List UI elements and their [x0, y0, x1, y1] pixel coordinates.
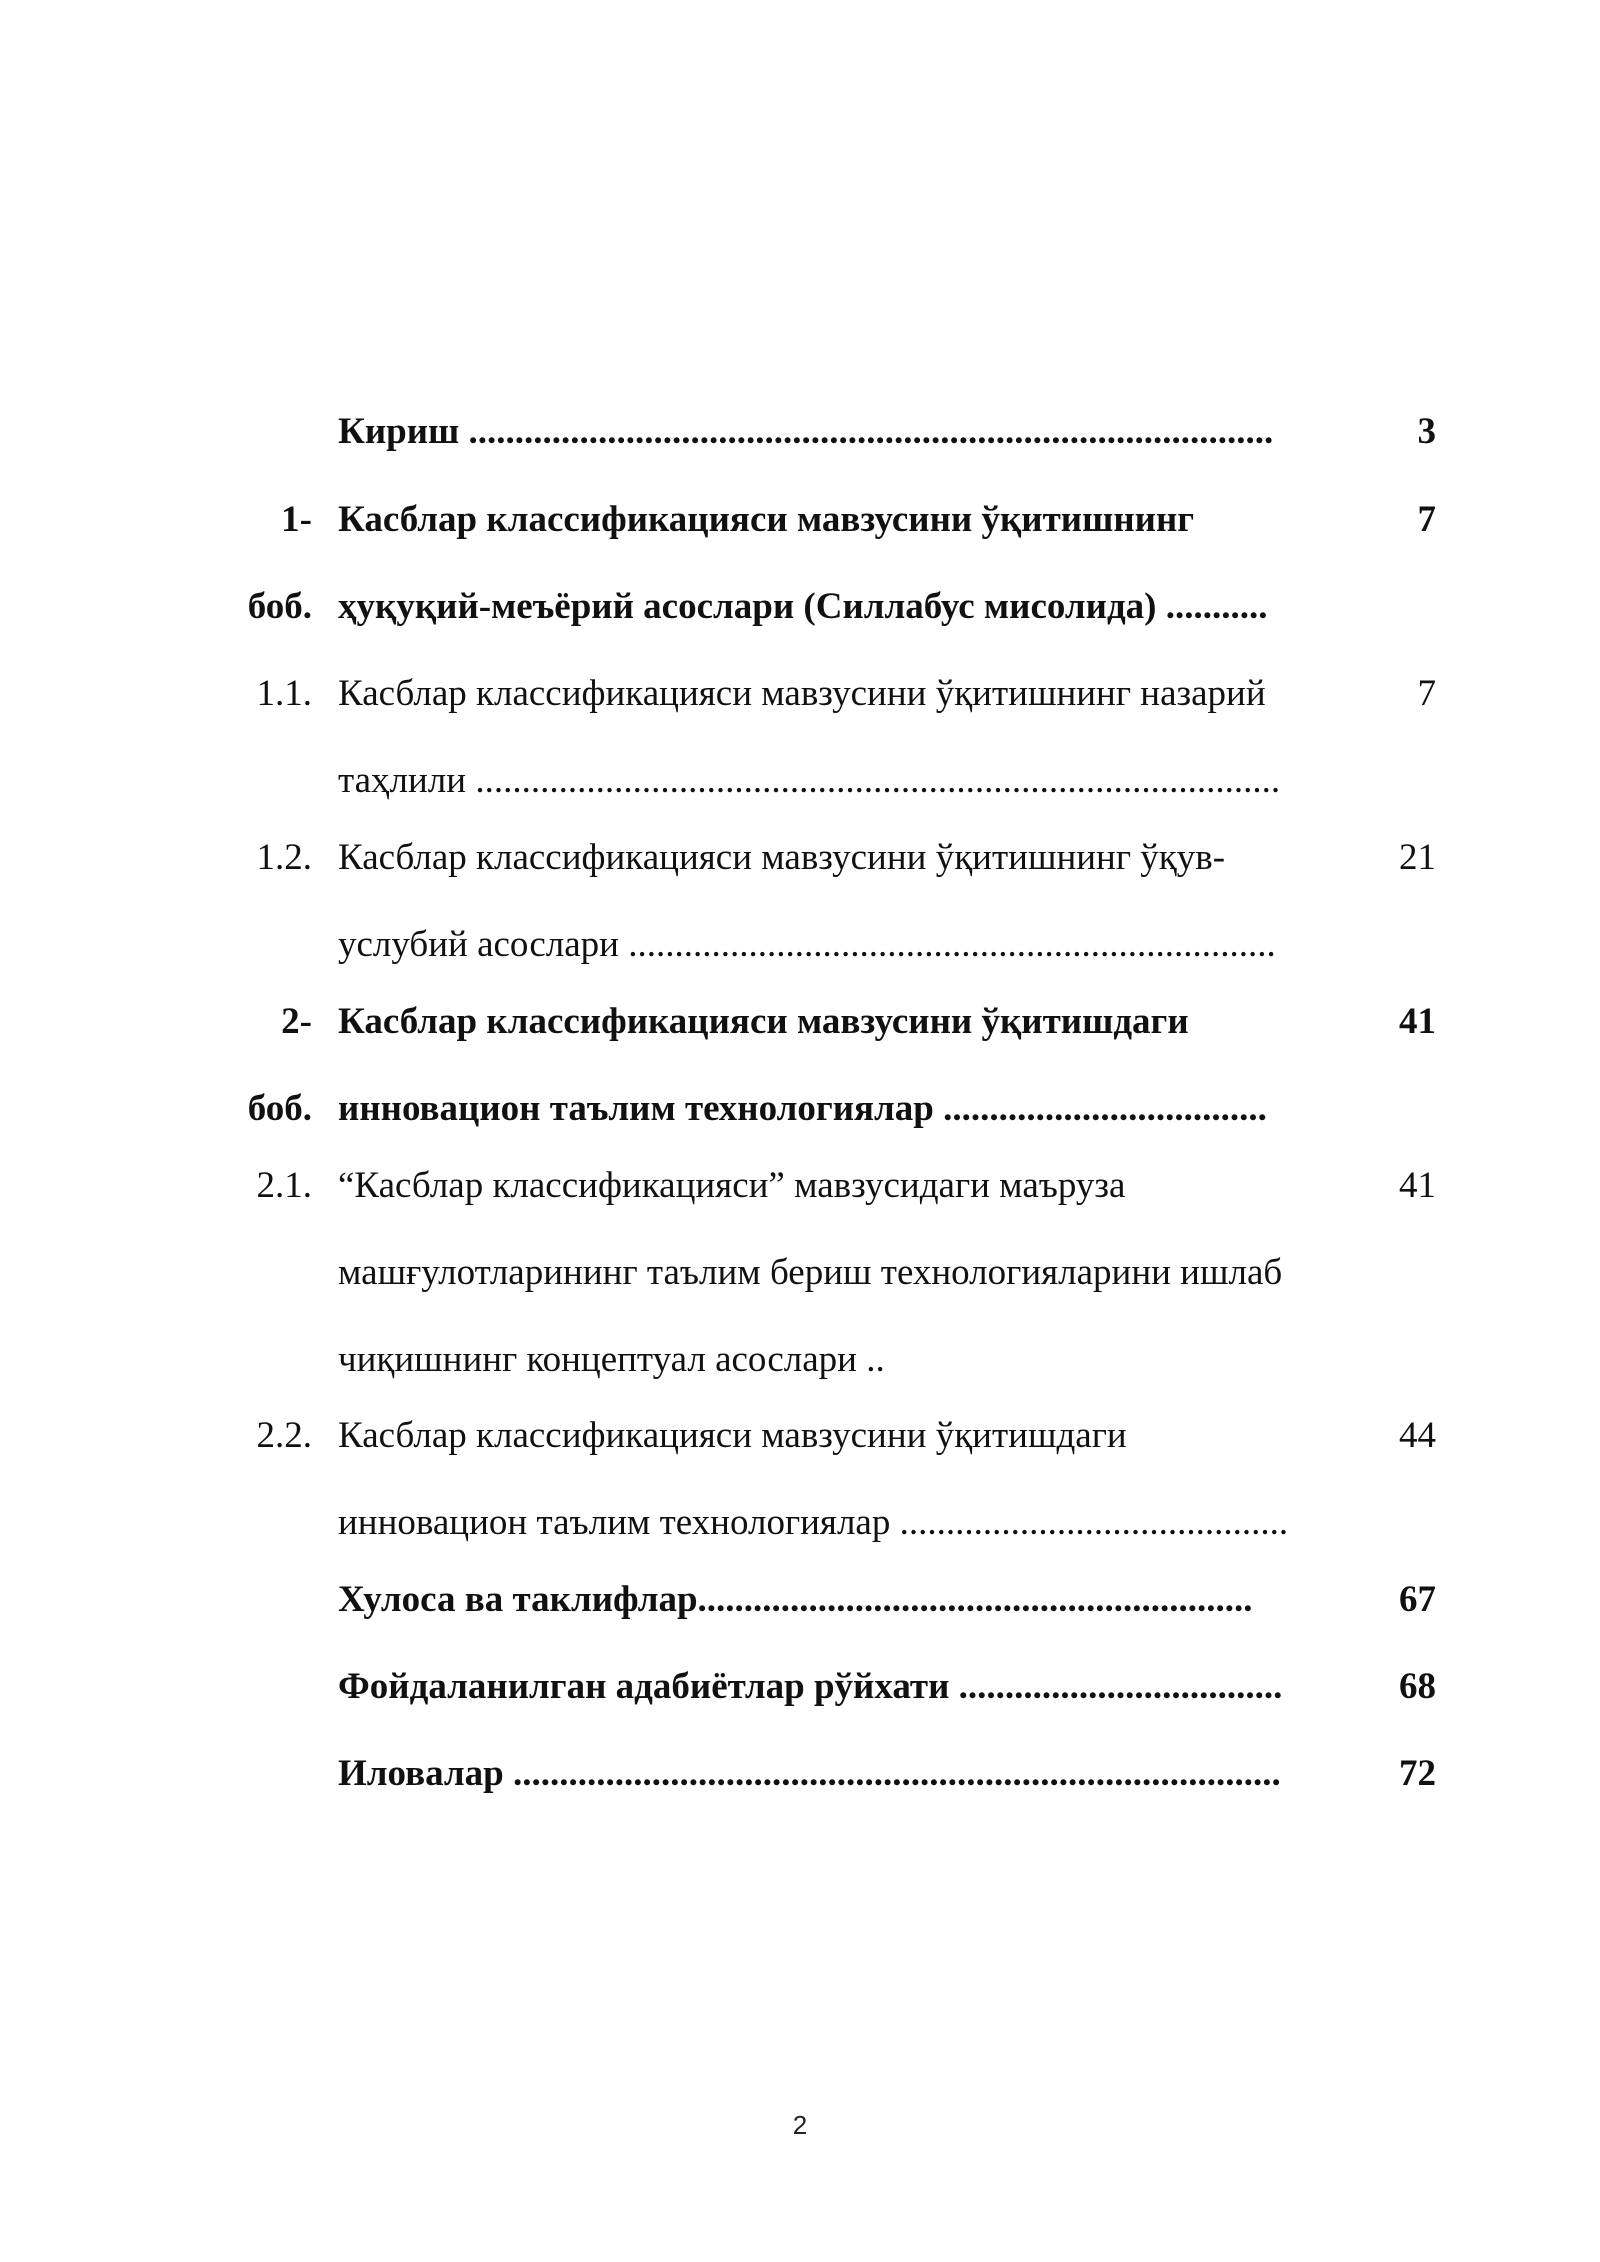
toc-entry-number: 2.1.	[256, 1165, 312, 1206]
toc-entry-title-line-2: услубий асослари ......................................................................	[338, 924, 1276, 965]
toc-entry-title-line-3: чиқишнинг концептуал асослари ..	[338, 1339, 885, 1380]
toc-entry-title-line-2: машғулотларининг таълим бериш технологияларини ишлаб	[338, 1252, 1283, 1293]
toc-entry-title: Иловалар ...................................................................................	[338, 1753, 1281, 1794]
toc-entry-title-line-2: таҳлили .......................................................................................	[338, 760, 1281, 801]
toc-entry-title: Фойдаланилган адабиётлар рўйхати ...................................	[338, 1666, 1283, 1707]
toc-entry-page: 44	[1399, 1415, 1436, 1456]
toc-entry-title: Касблар классификацияси мавзусини ўқитишнинг	[338, 499, 1195, 540]
toc-entry-number-suffix: боб.	[247, 586, 312, 627]
toc-entry-title-line-2: ҳуқуқий-меъёрий асослари (Силлабус мисолида) ...........	[338, 586, 1268, 627]
toc-entry-page: 3	[1417, 411, 1436, 452]
toc-entry-number: 1-	[281, 499, 312, 540]
toc-entry-number: 2-	[281, 1001, 312, 1042]
toc-entry-title: Касблар классификацияси мавзусини ўқитишнинг назарий	[338, 673, 1266, 714]
toc-entry-number: 2.2.	[256, 1415, 312, 1456]
toc-entry-title-line-2: инновацион таълим технологиялар ...................................	[338, 1088, 1267, 1129]
toc-entry-page: 68	[1399, 1666, 1436, 1707]
toc-entry-title: Касблар классификацияси мавзусини ўқитишдаги	[338, 1001, 1189, 1042]
toc-entry-page: 72	[1399, 1753, 1436, 1794]
toc-entry-page: 41	[1399, 1001, 1436, 1042]
toc-entry-title: Хулоса ва таклифлар............................................................	[338, 1579, 1253, 1620]
toc-entry-title-line-2: инновацион таълим технологиялар ..........................................	[338, 1502, 1289, 1543]
toc-entry-page: 7	[1417, 673, 1436, 714]
toc-entry-page: 7	[1417, 499, 1436, 540]
toc-entry-title: Касблар классификацияси мавзусини ўқитишдаги	[338, 1415, 1127, 1456]
toc-entry-page: 21	[1399, 837, 1436, 878]
toc-entry-page: 41	[1399, 1165, 1436, 1206]
page-number: 2	[792, 2110, 808, 2140]
toc-entry-title: “Касблар классификацияси” мавзусидаги маъруза	[338, 1165, 1126, 1206]
toc-entry-title: Кириш .......................................................................................	[338, 411, 1274, 452]
toc-entry-number-suffix: боб.	[247, 1088, 312, 1129]
toc-entry-title: Касблар классификацияси мавзусини ўқитишнинг ўқув-	[338, 837, 1226, 878]
toc-entry-number: 1.2.	[256, 837, 312, 878]
toc-entry-page: 67	[1399, 1579, 1436, 1620]
toc-entry-number: 1.1.	[256, 673, 312, 714]
